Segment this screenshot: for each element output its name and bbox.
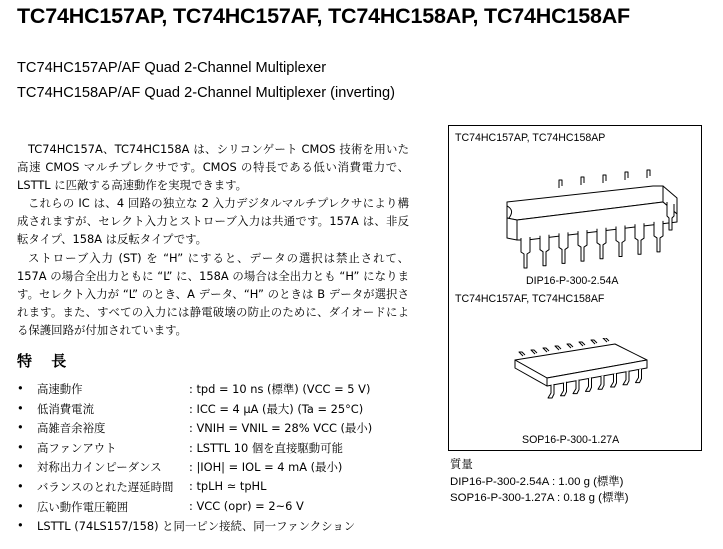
feature-name: 広い動作電圧範囲 bbox=[37, 499, 129, 514]
sop-package-title: TC74HC157AF, TC74HC158AF bbox=[455, 293, 605, 305]
mass-row-sop: SOP16-P-300-1.27A : 0.18 g (標準) bbox=[450, 492, 629, 504]
document-title: TC74HC157AP, TC74HC157AF, TC74HC158AP, TC74HC158AF bbox=[17, 4, 630, 28]
feature-value: : VCC (opr) = 2~6 V bbox=[189, 498, 304, 513]
subtitle-158: TC74HC158AP/AF Quad 2-Channel Multiplexer (inverting) bbox=[17, 85, 395, 101]
feature-value: : VNIH = VNIL = 28% VCC (最小) bbox=[189, 421, 373, 436]
description-paragraph: これらの IC は、4 回路の独立な 2 入力デジタルマルチプレクサにより構成されますが、セレクト入力とストローブ入力は共通です。157A は、非反転タイプ、158A は反転タイプです。 bbox=[17, 196, 409, 247]
feature-name: 対称出力インピーダンス bbox=[37, 460, 162, 475]
package-box bbox=[448, 125, 702, 451]
feature-name: 高雑音余裕度 bbox=[37, 421, 106, 436]
sop-package-label: SOP16-P-300-1.27A bbox=[522, 434, 620, 446]
features-heading: 特 長 bbox=[17, 352, 74, 370]
dip-package-image bbox=[489, 158, 689, 274]
dip-package-title: TC74HC157AP, TC74HC158AP bbox=[455, 132, 606, 144]
feature-value: : |IOH| = IOL = 4 mA (最小) bbox=[189, 460, 343, 475]
description-paragraph: TC74HC157A、TC74HC158A は、シリコンゲート CMOS 技術を用いた高速 CMOS マルチプレクサです。CMOS の特長である低い消費電力で、LSTTL に匹敵する高速動作を実現できます。 bbox=[17, 142, 409, 193]
subtitle-157: TC74HC157AP/AF Quad 2-Channel Multiplexer bbox=[17, 60, 327, 76]
feature-name: 低消費電流 bbox=[37, 401, 94, 416]
feature-name: LSTTL (74LS157/158) と同一ピン接続、同一ファンクション bbox=[37, 519, 356, 534]
dip-package-label: DIP16-P-300-2.54A bbox=[526, 275, 619, 287]
feature-value: : tpLH ≃ tpHL bbox=[189, 478, 267, 493]
mass-row-dip: DIP16-P-300-2.54A : 1.00 g (標準) bbox=[450, 476, 624, 488]
description bbox=[17, 140, 409, 339]
feature-name: 高速動作 bbox=[37, 382, 83, 396]
feature-name: 高ファンアウト bbox=[37, 440, 117, 455]
description-paragraph: ストローブ入力 (ST) を “H” にすると、データの選択は禁止されて、157A の場合全出力ともに “L” に、158A の場合は全出力とも “H” になります。セレクト入力が “L” のとき、A データ、“H” のときは B データが選択されます。また、すべての入力には静電破壊の防止のために、ダイオードによる保護回路が付加されています。 bbox=[17, 250, 409, 337]
sop-package-image bbox=[507, 338, 657, 418]
feature-value: : LSTTL 10 個を直接駆動可能 bbox=[189, 440, 343, 455]
feature-value: : ICC = 4 μA (最大) (Ta = 25°C) bbox=[189, 401, 364, 416]
feature-value: : tpd = 10 ns (標準) (VCC = 5 V) bbox=[189, 382, 371, 396]
mass-heading: 質量 bbox=[450, 457, 473, 471]
feature-name: バランスのとれた遅延時間 bbox=[37, 479, 174, 494]
